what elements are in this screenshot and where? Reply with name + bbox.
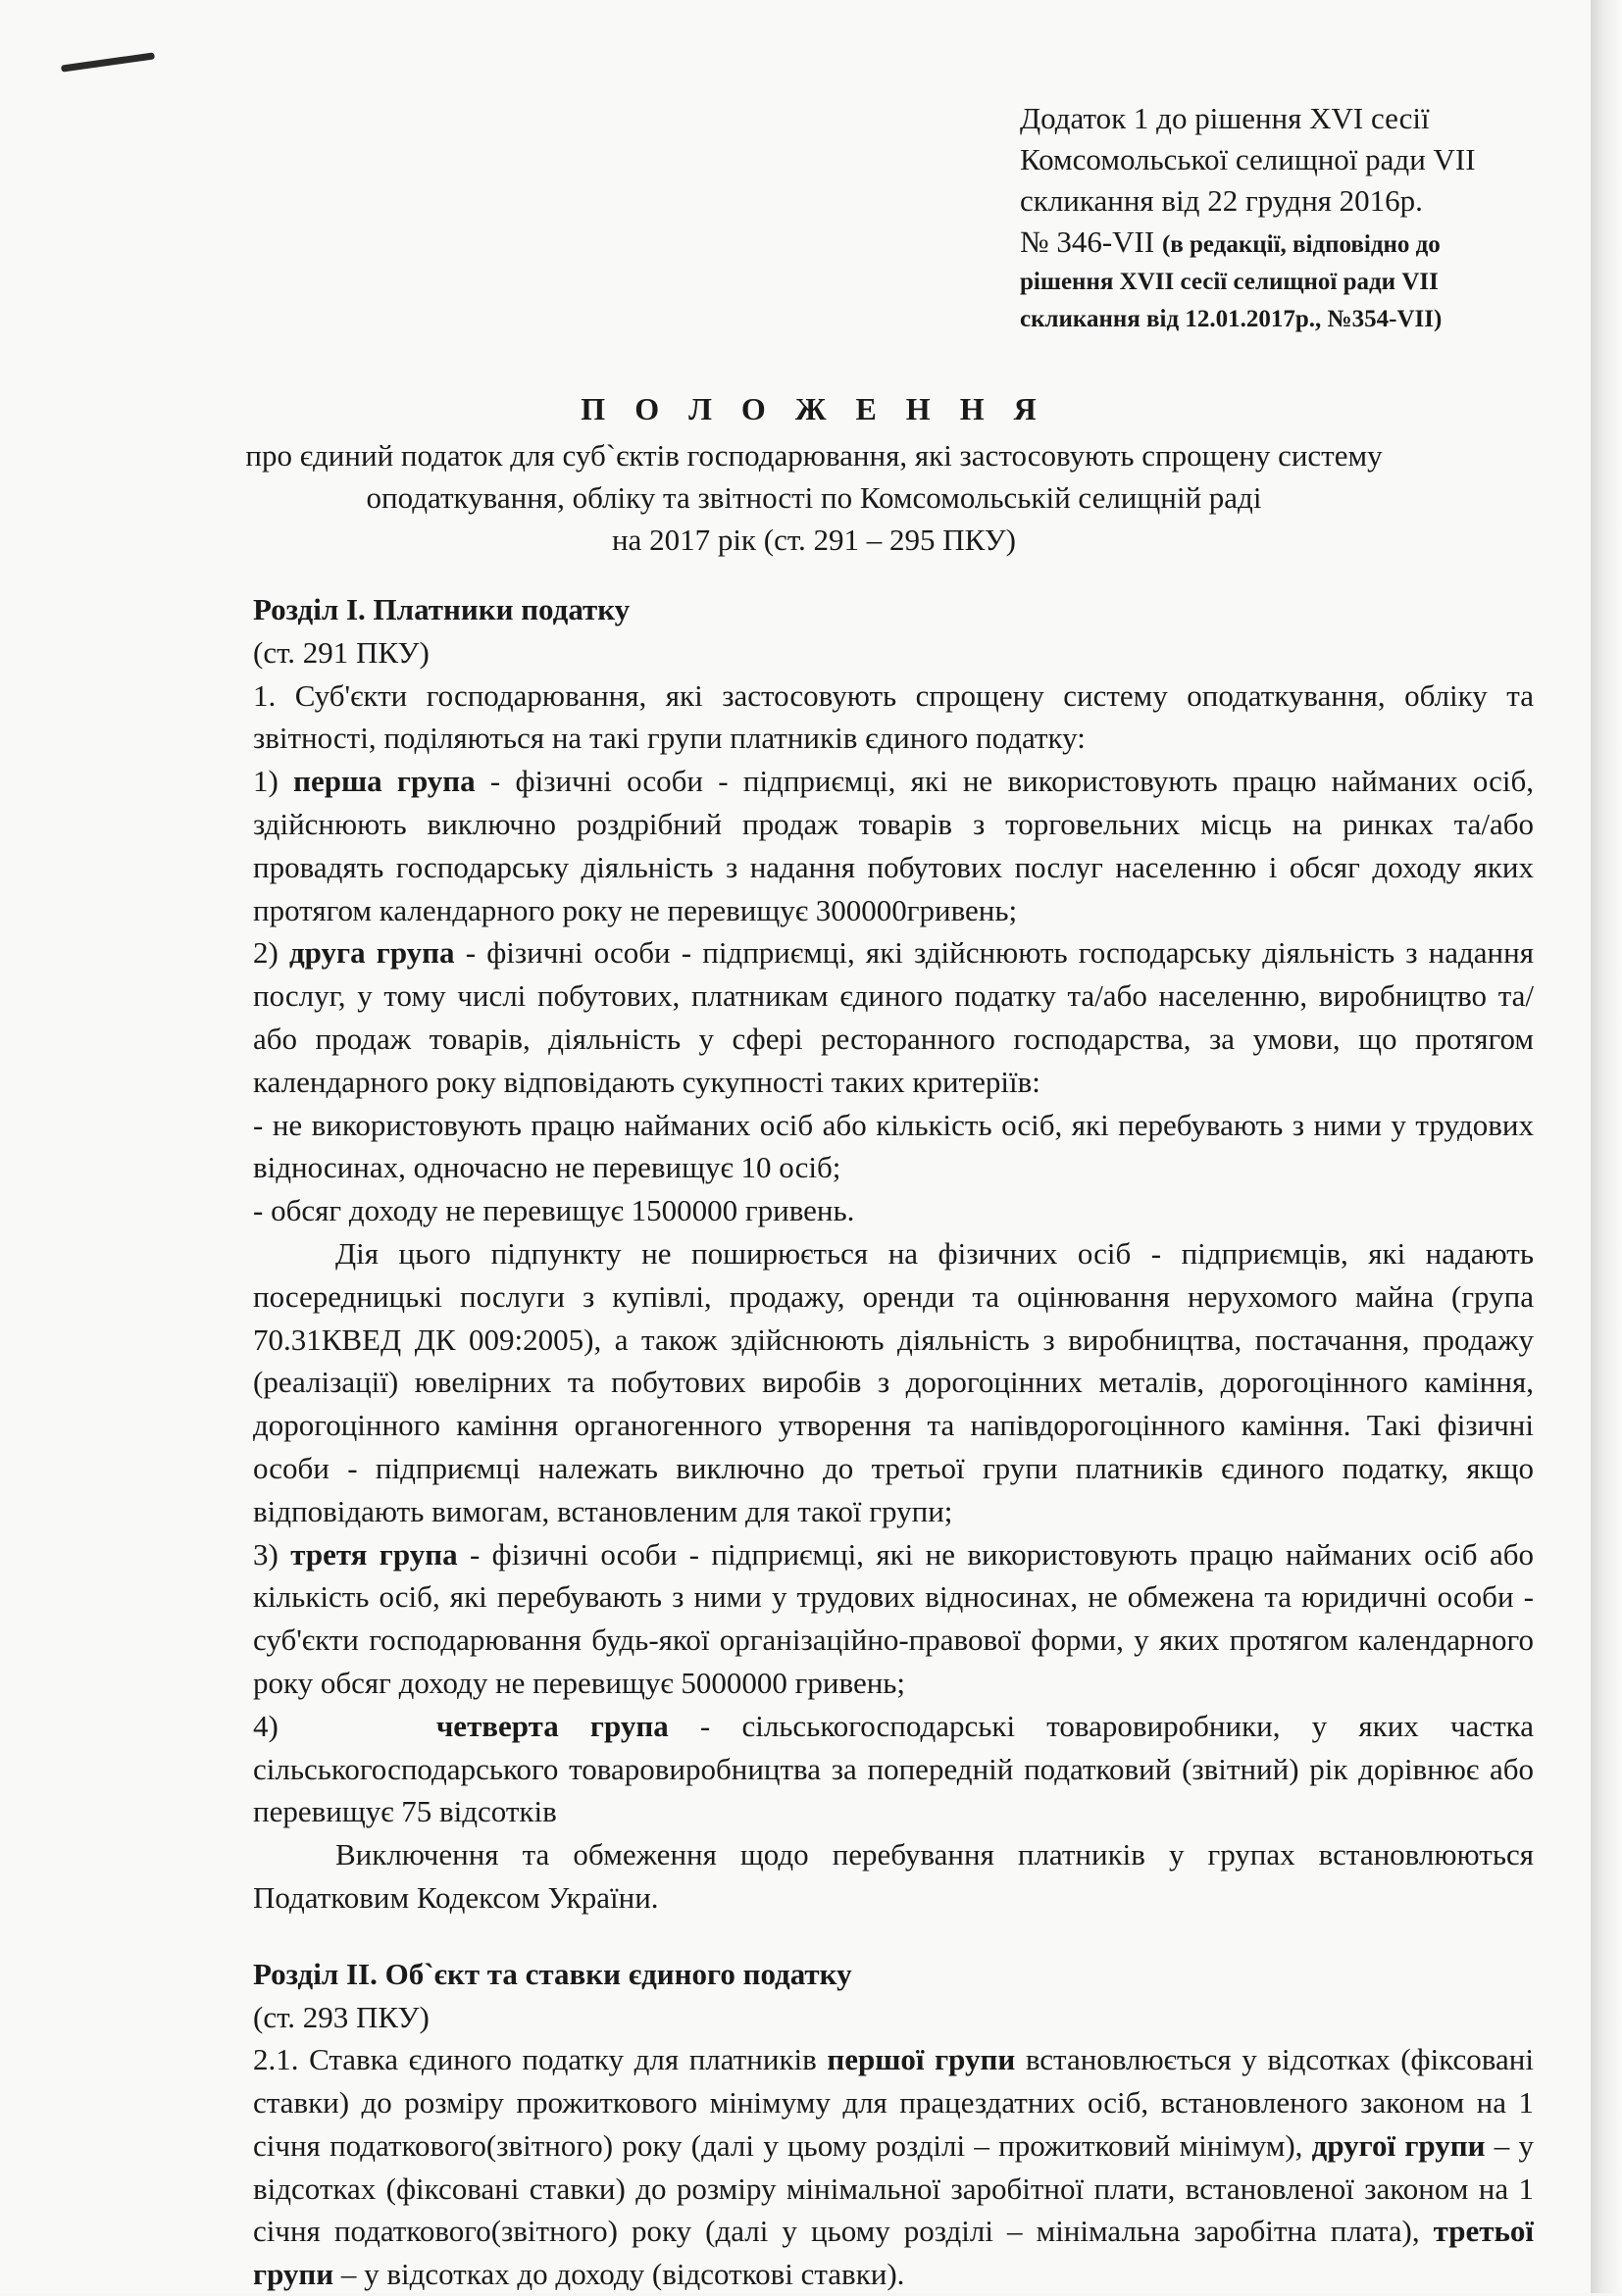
group-name: третя група <box>290 1536 458 1572</box>
document-body <box>253 588 1534 2296</box>
paragraph: Дія цього підпункту не поширюється на фізичних осіб - підприємців, які надають посередницькі послуги з купівлі, продажу, оренди та оцінювання нерухомого майна (група 70.31КВЕД ДК 009:2005), а також здійснюють діяльність з виробництва, постачання, продажу (реалізації) ювелірних та побутових виробів з дорогоцінних металів, дорогоцінного каміння, дорогоцінного каміння органогенного утворення та напівдорогоцінного каміння. Такі фізичні особи - підприємці належать виключно до третьої групи платників єдиного податку, якщо відповідають вимогам, встановленим для такої групи; <box>253 1235 1534 1528</box>
group-name: друга група <box>289 935 455 971</box>
decision-number: № 346-VII <box>1020 225 1155 259</box>
amendment-note: скликання від 12.01.2017р., №354-VII) <box>1020 306 1443 332</box>
group-item <box>253 931 1534 1103</box>
paragraph: Виключення та обмеження щодо перебування платників у групах встановлюються Податковим Кодексом України. <box>253 1837 1534 1915</box>
text-run: 2.1. Ставка єдиного податку для платників <box>253 2042 828 2077</box>
document-subtitle: оподаткування, обліку та звітності по Комсомольській селищній раді <box>366 480 1262 515</box>
appendix-line: скликання від 22 грудня 2016р. <box>1020 183 1423 218</box>
appendix-block <box>1020 98 1549 338</box>
group-item <box>253 1705 1534 1833</box>
text-run: – у відсотках (фіксовані ставки) до розміру мінімальної заробітної плати, встановленої законом на 1 січня податкового(звітного) року (далі у цьому розділі – мінімальна заробітна плата), <box>253 2127 1534 2249</box>
section-heading: Розділ ІІ. Об`єкт та ставки єдиного податку <box>253 1956 852 1991</box>
section-reference: (ст. 291 ПКУ) <box>253 634 430 670</box>
group-name: четверта група <box>435 1708 669 1743</box>
group-text: - сільськогосподарські товаровиробники, у яких частка сільськогосподарського товаровиробництва за попередній податковий (звітний) рік дорівнює або перевищує 75 відсотків <box>253 1708 1534 1829</box>
group-name: перша група <box>293 764 476 799</box>
group-text: - фізичні особи - підприємці, які не використовують працю найманих осіб або кількість осіб, які перебувають з ними у трудових відносинах, не обмежена та юридичні особи - суб'єкти господарювання будь-якої організаційно-правової форми, у яких протягом календарного року обсяг доходу не перевищує 5000000 гривень; <box>253 1536 1534 1700</box>
group-item <box>253 760 1534 931</box>
group-text: - фізичні особи - підприємці, які не використовують працю найманих осіб, здійснюють виключно роздрібний продаж товарів з торговельних місць на ринках та/або провадять господарську діяльність з надання побутових послуг населенню і обсяг доходу яких протягом календарного року не перевищує 300000гривень; <box>253 764 1534 927</box>
document-subtitle: на 2017 рік (ст. 291 – 295 ПКУ) <box>611 523 1017 557</box>
document-title-block <box>196 388 1432 561</box>
scan-page-edge <box>1591 0 1622 2293</box>
amendment-note: (в редакції, відповідно до <box>1161 231 1441 258</box>
appendix-line <box>1020 222 1549 264</box>
item-number: 1) <box>253 764 279 799</box>
group-text: - фізичні особи - підприємці, які здійснюють господарську діяльність з надання послуг, у тому числі побутових, платникам єдиного податку та/або населенню, виробництво та/або продаж товарів, діяльність у сфері ресторанного господарства, за умови, що протягом календарного року відповідають сукупності таких критеріїв: <box>253 935 1534 1099</box>
appendix-line: Додаток 1 до рішення XVI сесії <box>1020 101 1430 135</box>
group-name: другої групи <box>1311 2127 1486 2163</box>
section-heading: Розділ І. Платники податку <box>253 592 631 626</box>
group-item <box>253 1533 1534 1705</box>
amendment-note: рішення XVII сесії селищної ради VII <box>1020 269 1439 295</box>
paragraph: 1. Суб'єкти господарювання, які застосовують спрощену систему оподаткування, обліку та звітності, поділяються на такі групи платників єдиного податку: <box>253 677 1534 756</box>
item-number: 2) <box>253 935 279 971</box>
paragraph <box>253 2038 1534 2296</box>
text-run: – у відсотках до доходу (відсоткові ставки). <box>333 2257 905 2292</box>
item-number: 4) <box>253 1708 279 1743</box>
criterion: - обсяг доходу не перевищує 1500000 гривень. <box>253 1193 855 1228</box>
appendix-line: Комсомольської селищної ради VII <box>1020 142 1476 176</box>
handwritten-dash-mark <box>61 52 155 72</box>
item-number: 3) <box>253 1536 279 1572</box>
document-subtitle: про єдиний податок для суб`єктів господарювання, які застосовують спрощену систему <box>245 438 1383 473</box>
section-reference: (ст. 293 ПКУ) <box>253 1999 430 2034</box>
group-name: першої групи <box>827 2042 1016 2077</box>
document-title: П О Л О Ж Е Н Н Я <box>581 391 1047 426</box>
criterion: - не використовують працю найманих осіб або кількість осіб, які перебувають з ними у трудових відносинах, одночасно не перевищує 10 осіб; <box>253 1107 1534 1185</box>
text-run: встановлюється у відсотках (фіксовані ставки) до розміру прожиткового мінімуму для працездатних осіб, встановленого законом на 1 січня податкового(звітного) року (далі у цьому розділі – прожитковий мінімум), <box>253 2042 1534 2163</box>
group-name: третьої групи <box>253 2214 1534 2292</box>
